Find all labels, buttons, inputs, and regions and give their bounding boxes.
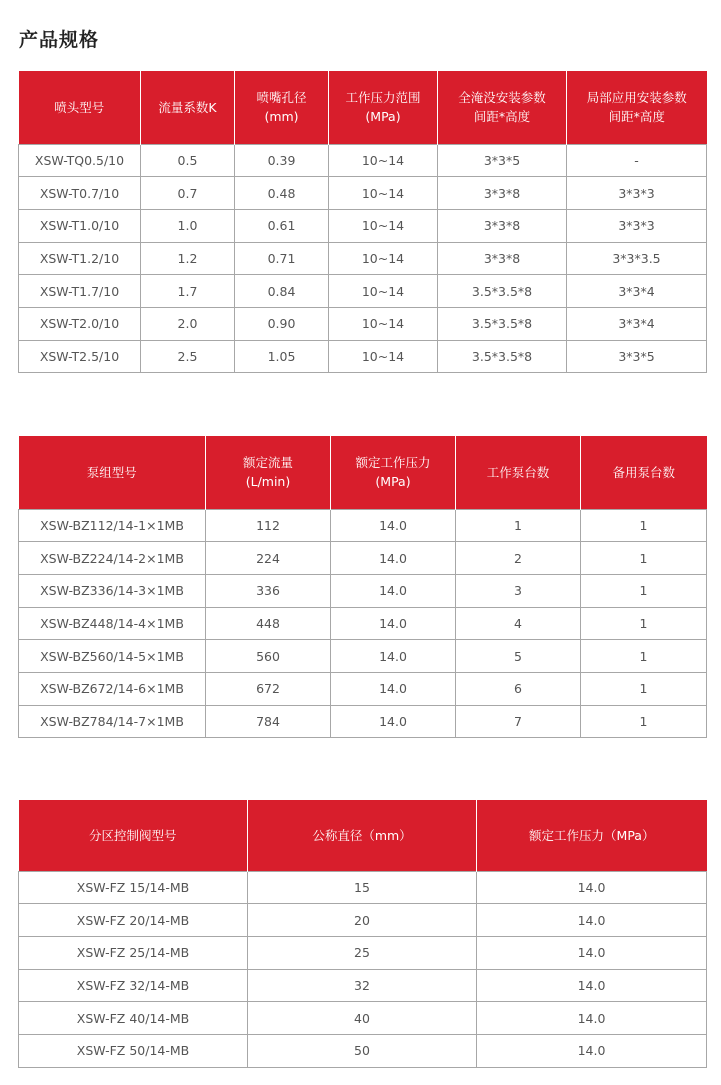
column-header-text: 备用泵台数 bbox=[612, 464, 675, 480]
column-header bbox=[477, 800, 707, 871]
table-cell: 0.61 bbox=[235, 209, 329, 242]
table-cell: 1 bbox=[581, 509, 707, 542]
column-header bbox=[438, 71, 567, 144]
table-cell: 3*3*4 bbox=[567, 275, 707, 308]
table-cell: 10~14 bbox=[329, 242, 438, 275]
table-cell: 10~14 bbox=[329, 307, 438, 340]
table-cell: XSW-BZ336/14-3×1MB bbox=[19, 574, 206, 607]
column-header bbox=[329, 71, 438, 144]
table-row bbox=[19, 640, 707, 673]
table-row bbox=[19, 177, 707, 210]
table-cell: XSW-FZ 20/14-MB bbox=[19, 904, 248, 937]
table-cell: XSW-BZ784/14-7×1MB bbox=[19, 705, 206, 738]
column-header-text: 全淹没安装参数 bbox=[458, 90, 546, 106]
table-cell: 0.84 bbox=[235, 275, 329, 308]
column-header-text: 工作泵台数 bbox=[486, 464, 550, 480]
table-row bbox=[19, 607, 707, 640]
table-cell: 2.5 bbox=[141, 340, 235, 373]
table-row bbox=[19, 904, 707, 937]
table-cell: 6 bbox=[456, 672, 581, 705]
table-cell: 10~14 bbox=[329, 177, 438, 210]
table-cell: 0.5 bbox=[141, 144, 235, 177]
table-cell: 1 bbox=[581, 640, 707, 673]
table-row bbox=[19, 1034, 707, 1067]
table-cell: XSW-BZ560/14-5×1MB bbox=[19, 640, 206, 673]
table-row bbox=[19, 672, 707, 705]
table-cell: 3*3*8 bbox=[438, 177, 567, 210]
table-cell: 3*3*8 bbox=[438, 209, 567, 242]
table-row bbox=[19, 509, 707, 542]
table-cell: XSW-FZ 32/14-MB bbox=[19, 969, 248, 1002]
table-header-row bbox=[19, 436, 707, 509]
table-cell: 3*3*3 bbox=[567, 177, 707, 210]
table-cell: XSW-T0.7/10 bbox=[19, 177, 141, 210]
table-row bbox=[19, 871, 707, 904]
table-cell: 1.0 bbox=[141, 209, 235, 242]
column-header bbox=[206, 436, 331, 509]
table-cell: 14.0 bbox=[331, 574, 456, 607]
table-cell: 1.05 bbox=[235, 340, 329, 373]
table-header-row bbox=[19, 800, 707, 871]
table-cell: 14.0 bbox=[331, 705, 456, 738]
table-cell: 20 bbox=[248, 904, 477, 937]
column-header bbox=[19, 71, 141, 144]
column-header-text: (mm) bbox=[264, 109, 299, 125]
table-cell: 1 bbox=[581, 542, 707, 575]
column-header-text: 额定流量 bbox=[242, 455, 293, 471]
table-cell: 3*3*3 bbox=[567, 209, 707, 242]
table-cell: 14.0 bbox=[331, 542, 456, 575]
table-cell: 50 bbox=[248, 1034, 477, 1067]
nozzle-spec-table bbox=[18, 71, 707, 373]
column-header-text: 额定工作压力（MPa） bbox=[529, 827, 655, 843]
table-cell: 4 bbox=[456, 607, 581, 640]
table-cell: XSW-FZ 25/14-MB bbox=[19, 936, 248, 969]
table-cell: 1.7 bbox=[141, 275, 235, 308]
column-header bbox=[235, 71, 329, 144]
table-cell: XSW-TQ0.5/10 bbox=[19, 144, 141, 177]
column-header-text: 喷嘴孔径 bbox=[256, 90, 307, 106]
table-cell: 112 bbox=[206, 509, 331, 542]
table-row bbox=[19, 144, 707, 177]
table-row bbox=[19, 969, 707, 1002]
table-cell: XSW-T1.2/10 bbox=[19, 242, 141, 275]
table-cell: 0.39 bbox=[235, 144, 329, 177]
table-cell: 3*3*5 bbox=[567, 340, 707, 373]
table-cell: 10~14 bbox=[329, 340, 438, 373]
column-header bbox=[19, 800, 248, 871]
table-cell: 1 bbox=[581, 705, 707, 738]
table-cell: XSW-T2.5/10 bbox=[19, 340, 141, 373]
table-cell: 3.5*3.5*8 bbox=[438, 307, 567, 340]
table-row bbox=[19, 275, 707, 308]
table-cell: 1.2 bbox=[141, 242, 235, 275]
column-header-text: 工作压力范围 bbox=[345, 90, 421, 106]
column-header-text: 泵组型号 bbox=[86, 464, 137, 480]
column-header-text: 流量系数K bbox=[158, 99, 217, 115]
table-cell: 40 bbox=[248, 1002, 477, 1035]
column-header-text: 喷头型号 bbox=[54, 99, 105, 115]
table-cell: XSW-BZ448/14-4×1MB bbox=[19, 607, 206, 640]
table-cell: 1 bbox=[581, 672, 707, 705]
table-cell: 3 bbox=[456, 574, 581, 607]
table-cell: 14.0 bbox=[477, 969, 707, 1002]
column-header-text: 间距*高度 bbox=[608, 109, 665, 125]
table-row bbox=[19, 242, 707, 275]
table-row bbox=[19, 574, 707, 607]
pump-spec-table bbox=[18, 436, 707, 738]
table-cell: 14.0 bbox=[477, 936, 707, 969]
table-cell: 1 bbox=[581, 574, 707, 607]
table-cell: 7 bbox=[456, 705, 581, 738]
table-row bbox=[19, 936, 707, 969]
table-cell: 784 bbox=[206, 705, 331, 738]
column-header-text: (MPa) bbox=[375, 474, 411, 490]
table-cell: XSW-T2.0/10 bbox=[19, 307, 141, 340]
column-header bbox=[331, 436, 456, 509]
column-header bbox=[19, 436, 206, 509]
table-cell: 224 bbox=[206, 542, 331, 575]
table-row bbox=[19, 340, 707, 373]
table-cell: 5 bbox=[456, 640, 581, 673]
table-cell: - bbox=[567, 144, 707, 177]
table-cell: XSW-BZ112/14-1×1MB bbox=[19, 509, 206, 542]
table-cell: 3*3*3.5 bbox=[567, 242, 707, 275]
column-header bbox=[567, 71, 707, 144]
table-cell: 1 bbox=[581, 607, 707, 640]
table-cell: 14.0 bbox=[331, 509, 456, 542]
table-cell: 14.0 bbox=[477, 904, 707, 937]
table-cell: 25 bbox=[248, 936, 477, 969]
table-cell: 2.0 bbox=[141, 307, 235, 340]
table-row bbox=[19, 1002, 707, 1035]
valve-spec-table bbox=[18, 800, 707, 1068]
table-cell: 3*3*4 bbox=[567, 307, 707, 340]
table-cell: 448 bbox=[206, 607, 331, 640]
column-header-text: 分区控制阀型号 bbox=[88, 827, 177, 843]
table-cell: 1 bbox=[456, 509, 581, 542]
table-cell: 32 bbox=[248, 969, 477, 1002]
table-cell: 0.71 bbox=[235, 242, 329, 275]
table-cell: 0.90 bbox=[235, 307, 329, 340]
table-cell: XSW-FZ 50/14-MB bbox=[19, 1034, 248, 1067]
table-cell: 336 bbox=[206, 574, 331, 607]
table-cell: 3*3*8 bbox=[438, 242, 567, 275]
table-cell: XSW-FZ 40/14-MB bbox=[19, 1002, 248, 1035]
column-header-text: 间距*高度 bbox=[473, 109, 531, 125]
table-cell: 14.0 bbox=[477, 871, 707, 904]
column-header-text: 额定工作压力 bbox=[355, 455, 431, 471]
table-cell: 10~14 bbox=[329, 209, 438, 242]
column-header bbox=[248, 800, 477, 871]
table-cell: XSW-T1.7/10 bbox=[19, 275, 141, 308]
table-cell: XSW-BZ224/14-2×1MB bbox=[19, 542, 206, 575]
table-row bbox=[19, 705, 707, 738]
column-header bbox=[456, 436, 581, 509]
table-cell: 14.0 bbox=[331, 607, 456, 640]
table-cell: 2 bbox=[456, 542, 581, 575]
column-header-text: (MPa) bbox=[365, 109, 401, 125]
table-cell: 10~14 bbox=[329, 144, 438, 177]
table-cell: XSW-BZ672/14-6×1MB bbox=[19, 672, 206, 705]
column-header-text: (L/min) bbox=[245, 474, 291, 490]
table-cell: 14.0 bbox=[477, 1002, 707, 1035]
column-header-text: 局部应用安装参数 bbox=[586, 90, 687, 106]
table-cell: 560 bbox=[206, 640, 331, 673]
table-cell: 3*3*5 bbox=[438, 144, 567, 177]
table-cell: 0.48 bbox=[235, 177, 329, 210]
table-header-row bbox=[19, 71, 707, 144]
table-cell: 14.0 bbox=[331, 640, 456, 673]
table-row bbox=[19, 542, 707, 575]
table-cell: XSW-T1.0/10 bbox=[19, 209, 141, 242]
table-cell: 3.5*3.5*8 bbox=[438, 340, 567, 373]
table-cell: 0.7 bbox=[141, 177, 235, 210]
column-header-text: 公称直径（mm） bbox=[312, 827, 412, 843]
table-cell: 15 bbox=[248, 871, 477, 904]
column-header bbox=[141, 71, 235, 144]
table-row bbox=[19, 209, 707, 242]
table-cell: 14.0 bbox=[331, 672, 456, 705]
table-cell: XSW-FZ 15/14-MB bbox=[19, 871, 248, 904]
column-header bbox=[581, 436, 707, 509]
table-row bbox=[19, 307, 707, 340]
table-cell: 672 bbox=[206, 672, 331, 705]
table-cell: 10~14 bbox=[329, 275, 438, 308]
table-cell: 14.0 bbox=[477, 1034, 707, 1067]
page-title: 产品规格 bbox=[19, 29, 100, 51]
table-cell: 3.5*3.5*8 bbox=[438, 275, 567, 308]
